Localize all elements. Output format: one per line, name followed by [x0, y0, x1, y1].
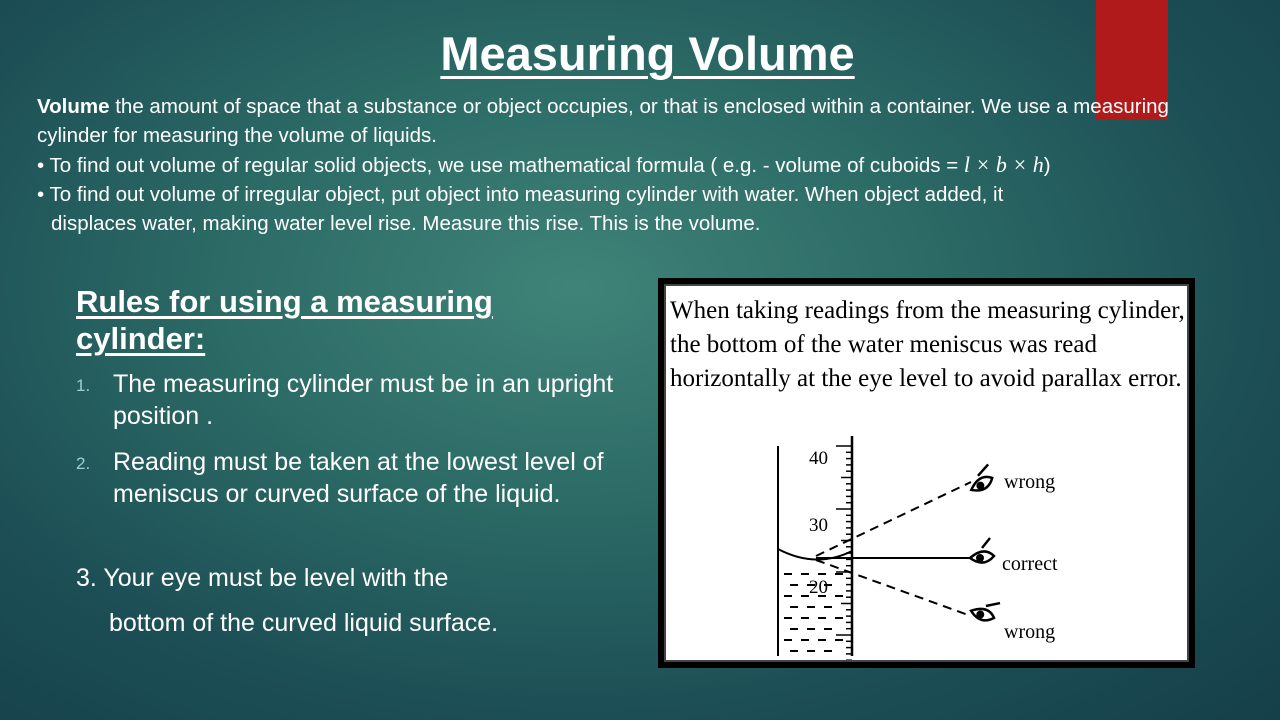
bullet-regular-text: • To find out volume of regular solid objects, we use mathematical formula ( e.g. - volume of cuboids = — [37, 154, 959, 177]
figure-caption: When taking readings from the measuring cylinder, the bottom of the water meniscus was read horizontally at the eye level to avoid parallax error. — [670, 297, 1185, 392]
water-dashes — [784, 574, 843, 651]
scale-label-40: 40 — [809, 448, 828, 469]
eye-icon-middle — [970, 538, 994, 563]
cuboid-formula: l × b × h — [963, 152, 1044, 177]
bullet-irregular-line1: • To find out volume of irregular object, put object into measuring cylinder with water. When object added, it — [37, 183, 1004, 206]
rules-heading: Rules for using a measuring cylinder: — [76, 284, 493, 356]
intro-text — [37, 92, 1207, 238]
label-correct: correct — [1002, 553, 1058, 575]
eye-icon-top — [965, 464, 997, 494]
rule-item-3 — [76, 556, 636, 646]
label-wrong-bottom: wrong — [1004, 621, 1056, 643]
volume-definition-text: the amount of space that a substance or object occupies, or that is enclosed within a container. We use a measuring cylinder for measuring the volume of liquids. — [37, 95, 1169, 147]
cylinder-diagram — [666, 286, 1187, 660]
sight-line-low — [816, 560, 971, 616]
rule-text: The measuring cylinder must be in an upright position . — [113, 370, 614, 430]
bullet-irregular-line2: displaces water, making water level rise. Measure this rise. This is the volume. — [51, 212, 761, 235]
scale-label-20: 20 — [809, 577, 828, 598]
rule-number: 2. — [76, 454, 91, 473]
bullet-regular-close: ) — [1043, 154, 1051, 177]
rule-text: Reading must be taken at the lowest level of meniscus or curved surface of the liquid. — [113, 448, 604, 508]
sight-line-high — [816, 482, 971, 556]
rules-list — [76, 368, 636, 524]
bullet-irregular-objects — [37, 180, 1207, 238]
slide-title: Measuring Volume — [440, 27, 855, 80]
volume-definition — [37, 92, 1207, 150]
volume-term: Volume — [37, 95, 110, 118]
eye-icon-bottom — [969, 594, 1000, 624]
rule3-line2: bottom of the curved liquid surface. — [109, 609, 499, 637]
figure-panel — [664, 284, 1189, 662]
rule-item — [76, 368, 636, 432]
rule3-line1: 3. Your eye must be level with the — [76, 564, 449, 592]
scale-label-30: 30 — [809, 515, 828, 536]
rule-item — [76, 446, 636, 510]
meniscus-figure — [658, 278, 1195, 668]
bullet-regular-solids — [37, 150, 1207, 180]
rule-number: 1. — [76, 376, 91, 395]
label-wrong-top: wrong — [1004, 471, 1056, 493]
